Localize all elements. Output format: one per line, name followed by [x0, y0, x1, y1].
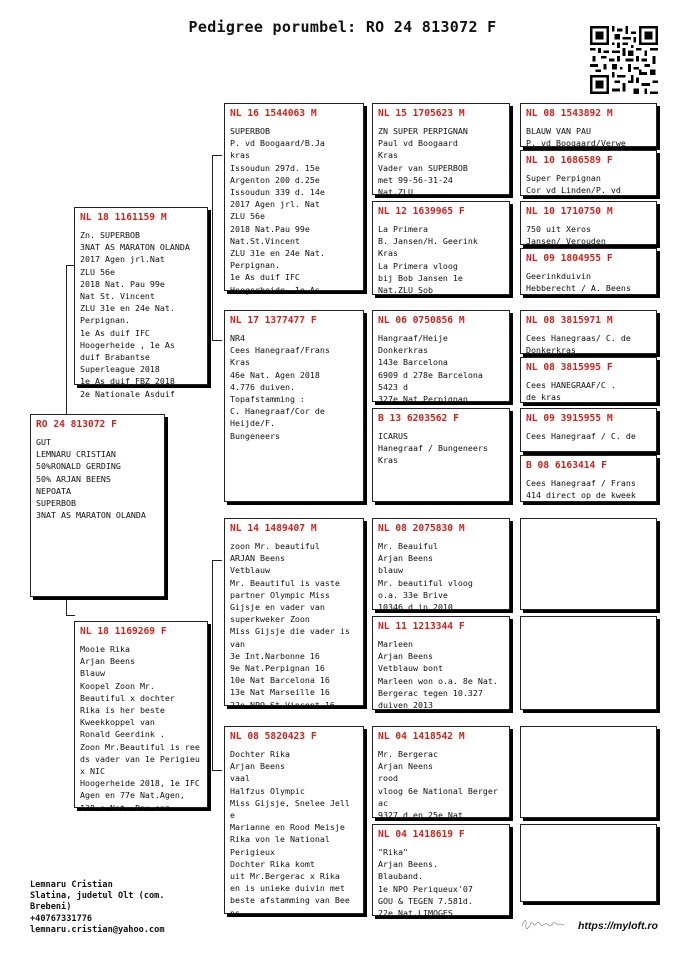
grandfather-paternal-card — [224, 103, 364, 295]
gen4-card — [520, 310, 657, 354]
grandmother-maternal-card — [224, 726, 364, 918]
card-text: Cees Hanegraaf / Frans 414 direct op de kweek — [526, 478, 636, 501]
great-grandparent-card — [372, 201, 510, 295]
ring-number: NL 08 3815971 M — [526, 315, 613, 326]
card-text: zoon Mr. beautiful ARJAN Beens Vetblauw Mr. Beautiful is vaste partner Olympic Miss Gijsje en vader van superkweker Zoon Miss Gijsje die vader is van 3e Int.Narbonne 16 9e Nat.Perpignan 16 10e Nat Barcelona 16 13e Nat Marseille 16 22e NPO St.Vincent 16 — [230, 541, 350, 710]
signature-icon — [520, 917, 566, 931]
gen4-card — [520, 408, 657, 452]
grandfather-maternal-card — [224, 518, 364, 710]
card-text: Hangraaf/Heije Donkerkras 143e Barcelona 6909 d 278e Barcelona 5423 d 327e Nat Perpignan — [378, 333, 483, 405]
ring-number: NL 11 1213344 F — [378, 621, 465, 632]
grandmother-paternal-card — [224, 310, 364, 502]
connector-line — [212, 155, 213, 340]
mother-card — [74, 621, 208, 813]
great-grandparent-card — [372, 310, 510, 405]
great-grandparent-card — [372, 408, 510, 502]
connector-line — [212, 770, 222, 771]
ring-number: NL 08 2075830 M — [378, 523, 465, 534]
great-grandparent-card — [372, 518, 510, 613]
ring-number: NL 09 1804955 F — [526, 253, 613, 264]
card-text: Mr. Bergerac Arjan Neens rood vloog 6e National Berger ac 9327 d en 25e Nat — [378, 749, 498, 821]
card-text: BLAUW VAN PAU P. vd Boogaard/Verwe — [526, 126, 626, 149]
ring-number: NL 08 3815995 F — [526, 362, 613, 373]
card-text: "Rika" Arjan Beens. Blauband. 1e NPO Periqueux'07 GOU & TEGEN 7.581d. 22e Nat.LIMOGES — [378, 847, 473, 919]
card-text: GUT LEMNARU CRISTIAN 50%RONALD GERDING 50% ARJAN BEENS NEPOATA SUPERBOB 3NAT AS MARATON OLANDA — [36, 437, 146, 521]
gen4-card — [520, 150, 657, 196]
empty-card — [520, 518, 657, 610]
subject-card — [30, 414, 165, 597]
card-text: La Primera B. Jansen/H. Geerink Kras La Primera vloog bij Bob Jansen 1e Nat.ZLU Sob — [378, 224, 478, 296]
gen4-card — [520, 248, 657, 295]
card-text: Marleen Arjan Beens Vetblauw bont Marleen won o.a. 8e Nat. Bergerac tegen 10.327 duiven 2013 — [378, 639, 498, 711]
gen4-card — [520, 201, 657, 245]
great-grandparent-card — [372, 103, 510, 198]
ring-number: RO 24 813072 F — [36, 419, 117, 430]
gen4-card — [520, 103, 657, 147]
ring-number: NL 10 1686589 F — [526, 155, 613, 166]
great-grandparent-card — [372, 824, 510, 919]
card-text: NR4 Cees Hanegraaf/Frans Kras 46e Nat. Agen 2018 4.776 duiven. Topafstamming : C. Hanegraaf/Cor de Heijde/F. Bungeneers — [230, 333, 330, 441]
father-card — [74, 207, 208, 399]
ring-number: NL 04 1418619 F — [378, 829, 465, 840]
card-text: Dochter Rika Arjan Beens vaal Halfzus Olympic Miss Gijsje, Snelee Jell e Marianne en Rood Meisje Rika von le National Perigieux Dochter Rika komt uit Mr.Bergerac x Rika en is unieke duivin met beste afstamming van Bee ns — [230, 749, 350, 918]
connector-line — [212, 560, 213, 770]
card-text: Geerinkduivin Hebberecht / A. Beens — [526, 271, 631, 294]
qr-code-icon — [590, 26, 658, 94]
ring-number: NL 14 1489407 M — [230, 523, 317, 534]
gen4-card — [520, 455, 657, 502]
ring-number: NL 10 1710750 M — [526, 206, 613, 217]
connector-line — [66, 615, 75, 616]
card-text: ICARUS Hanegraaf / Bungeneers Kras — [378, 431, 488, 466]
ring-number: B 08 6163414 F — [526, 460, 607, 471]
connector-line — [212, 340, 222, 341]
ring-number: NL 16 1544063 M — [230, 108, 317, 119]
ring-number: NL 06 0750856 M — [378, 315, 465, 326]
website-link[interactable]: https://myloft.ro — [578, 920, 658, 932]
card-text: Cees Hanegraaf / C. de — [526, 431, 636, 441]
empty-card — [520, 726, 657, 818]
connector-line — [212, 560, 222, 561]
card-text: Mr. Beauiful Arjan Beens blauw Mr. beautiful vloog o.a. 33e Brive 10346 d in 2010 — [378, 541, 473, 613]
ring-number: NL 08 5820423 F — [230, 731, 317, 742]
ring-number: NL 17 1377477 F — [230, 315, 317, 326]
ring-number: NL 09 3915955 M — [526, 413, 613, 424]
ring-number: NL 08 1543892 M — [526, 108, 613, 119]
ring-number: NL 04 1418542 M — [378, 731, 465, 742]
card-text: Mooie Rika Arjan Beens Blauw Koopel Zoon Mr. Beautiful x dochter Rika is her beste Kweekkoppel van Ronald Geerdink . Zoon Mr.Beautiful is ree ds vader van 1e Perigieu x NIC Hoogerheide 2018, 1e IFC Agen en 77e Nat.Agen, 138 e Nat. Pau enz — [80, 644, 200, 813]
card-text: Super Perpignan Cor vd Linden/P. vd — [526, 173, 621, 196]
connector-line — [212, 155, 222, 156]
card-text: Cees HANEGRAAF/C . de kras — [526, 380, 616, 403]
card-text: ZN SUPER PERPIGNAN Paul vd Boogaard Kras Vader van SUPERBOB met 99-56-31-24 Nat.ZLU — [378, 126, 468, 198]
great-grandparent-card — [372, 726, 510, 821]
ring-number: NL 12 1639965 F — [378, 206, 465, 217]
card-text: 750 uit Xeros Jansen/ Verouden — [526, 224, 606, 247]
card-text: Cees Hanegraas/ C. de Donkerkras — [526, 333, 631, 356]
empty-card — [520, 824, 657, 902]
card-text: SUPERBOB P. vd Boogaard/B.Ja kras Issoudun 297d. 15e Argenton 200 d.25e Issoudun 339 d. 14e 2017 Agen jrl. Nat ZLU 56e 2018 Nat.Pau 99e Nat.St.Vincent ZLU 31e en 24e Nat. Perpignan. 1e As duif IFC Hoogerheide, 1e As — [230, 126, 325, 295]
ring-number: B 13 6203562 F — [378, 413, 459, 424]
page-title: Pedigree porumbel: RO 24 813072 F — [188, 18, 497, 36]
great-grandparent-card — [372, 616, 510, 710]
ring-number: NL 15 1705623 M — [378, 108, 465, 119]
ring-number: NL 18 1161159 M — [80, 212, 167, 223]
empty-card — [520, 616, 657, 710]
gen4-card — [520, 357, 657, 403]
owner-contact: Lemnaru Cristian Slatina, judetul Olt (com. Brebeni) +40767331776 lemnaru.cristian@yahoo.com — [30, 880, 165, 935]
card-text: Zn. SUPERBOB 3NAT AS MARATON OLANDA 2017 Agen jrl.Nat ZLU 56e 2018 Nat. Pau 99e Nat St. Vincent ZLU 31e en 24e Nat. Perpignan. 1e As duif IFC Hoogerheide , 1e As duif Brabantse Superleague 2018 1e As duif FBZ 2018 2e Nationale Asduif — [80, 230, 190, 399]
ring-number: NL 18 1169269 F — [80, 626, 167, 637]
